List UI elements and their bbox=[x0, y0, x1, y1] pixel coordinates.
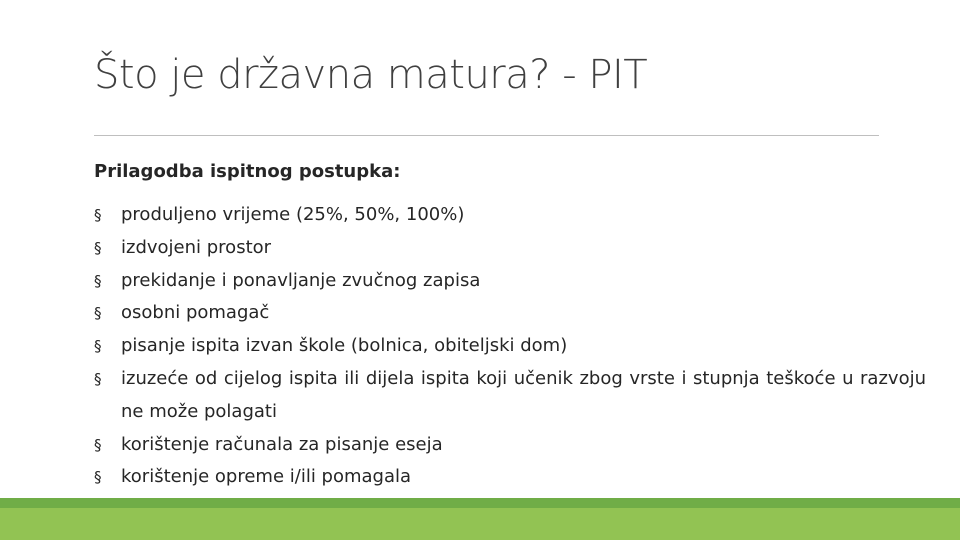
bullet-marker-icon: § bbox=[94, 369, 102, 388]
list-item-text: pisanje ispita izvan škole (bolnica, obiteljski dom) bbox=[121, 335, 568, 357]
bullet-marker-icon: § bbox=[94, 435, 102, 454]
list-item bbox=[94, 232, 926, 265]
bullet-marker-icon: § bbox=[94, 337, 102, 356]
list-item bbox=[94, 429, 926, 462]
list-item bbox=[94, 199, 926, 232]
list-item bbox=[94, 265, 926, 298]
list-item-text: korištenje opreme i/ili pomagala bbox=[121, 466, 412, 488]
list-item bbox=[94, 363, 926, 429]
list-item-text: produljeno vrijeme (25%, 50%, 100%) bbox=[121, 204, 465, 225]
bullet-list bbox=[94, 199, 926, 494]
bullet-marker-icon: § bbox=[94, 304, 102, 323]
title-divider bbox=[94, 135, 879, 136]
list-item-text: korištenje računala za pisanje eseja bbox=[121, 433, 443, 455]
list-item bbox=[94, 461, 926, 494]
bullet-marker-icon: § bbox=[94, 206, 102, 224]
list-item-text: izuzeće od cijelog ispita ili dijela ispita koji učenik zbog vrste i stupnja teškoće u razvoju ne može polagati bbox=[121, 367, 926, 422]
subheading: Prilagodba ispitnog postupka: bbox=[94, 161, 401, 182]
slide-title: Što je državna matura? - PIT bbox=[94, 52, 648, 98]
bullet-marker-icon: § bbox=[94, 468, 102, 487]
list-item bbox=[94, 330, 926, 363]
list-item bbox=[94, 297, 926, 330]
list-item-text: izdvojeni prostor bbox=[121, 236, 272, 258]
list-item-text: osobni pomagač bbox=[121, 302, 270, 324]
bullet-marker-icon: § bbox=[94, 238, 102, 257]
footer-bar-accent bbox=[0, 498, 960, 508]
list-item-text: prekidanje i ponavljanje zvučnog zapisa bbox=[121, 269, 481, 291]
bullet-marker-icon: § bbox=[94, 271, 102, 290]
